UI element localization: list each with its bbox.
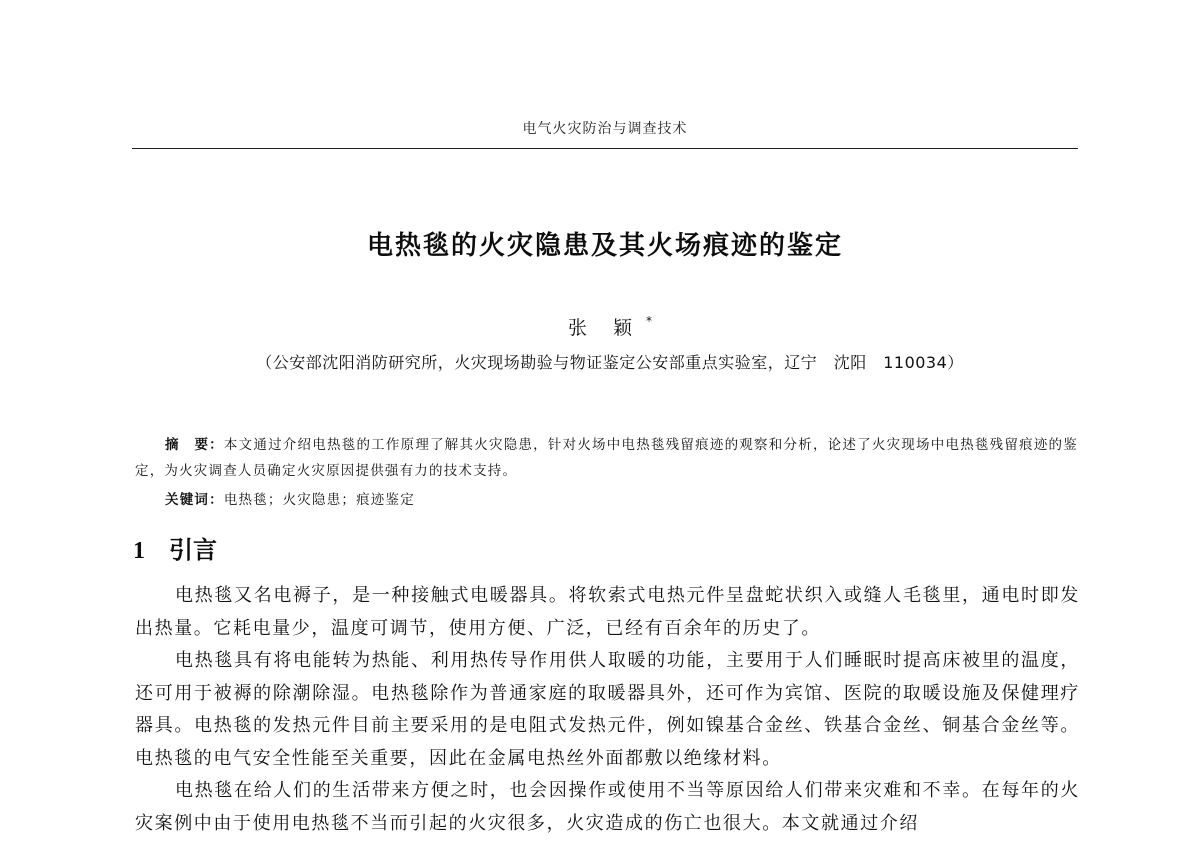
author-footnote-mark: * xyxy=(646,313,655,328)
author-affiliation: （公安部沈阳消防研究所，火灾现场勘验与物证鉴定公安部重点实验室，辽宁 沈阳 110034） xyxy=(256,353,964,372)
header-rule xyxy=(132,148,1078,149)
abstract xyxy=(135,432,1078,484)
paragraph: 电热毯又名电褥子，是一种接触式电暖器具。将软索式电热元件呈盘蛇状织入或缝人毛毯里，通电时即发出热量。它耗电量少，温度可调节，使用方便、广泛，已经有百余年的历史了。 xyxy=(135,585,1080,639)
section-heading xyxy=(133,530,217,565)
section-title: 引言 xyxy=(169,536,217,564)
abstract-label: 摘 要： xyxy=(165,437,224,453)
paper-title: 电热毯的火灾隐患及其火场痕迹的鉴定 xyxy=(366,231,843,261)
keywords-text: 电热毯；火灾隐患；痕迹鉴定 xyxy=(223,492,415,508)
keywords-label: 关键词： xyxy=(165,492,224,508)
author-line xyxy=(132,313,1078,340)
paragraph: 电热毯具有将电能转为热能、利用热传导作用供人取暖的功能，主要用于人们睡眠时提高床被里的温度，还可用于被褥的除潮除湿。电热毯除作为普通家庭的取暖器具外，还可作为宾馆、医院的取暖设施及保健理疗器具。电热毯的发热元件目前主要采用的是电阻式发热元件，例如镍基合金丝、铁基合金丝、铜基合金丝等。电热毯的电气安全性能至关重要，因此在金属电热丝外面都敷以绝缘材料。 xyxy=(135,650,1080,769)
section-number: 1 xyxy=(133,538,145,564)
paragraph: 电热毯在给人们的生活带来方便之时，也会因操作或使用不当等原因给人们带来灾难和不幸。在每年的火灾案例中由于使用电热毯不当而引起的火灾很多，火灾造成的伤亡也很大。本文就通过介绍 xyxy=(135,780,1080,834)
running-header: 电气火灾防治与调查技术 xyxy=(522,121,688,137)
keywords xyxy=(165,488,415,508)
author-given-name: 颖 xyxy=(613,317,635,339)
body-text xyxy=(135,580,1080,840)
abstract-text: 本文通过介绍电热毯的工作原理了解其火灾隐患，针对火场中电热毯残留痕迹的观察和分析，论述了火灾现场中电热毯残留痕迹的鉴定，为火灾调查人员确定火灾原因提供强有力的技术支持。 xyxy=(135,437,1078,479)
author-surname: 张 xyxy=(567,317,589,339)
